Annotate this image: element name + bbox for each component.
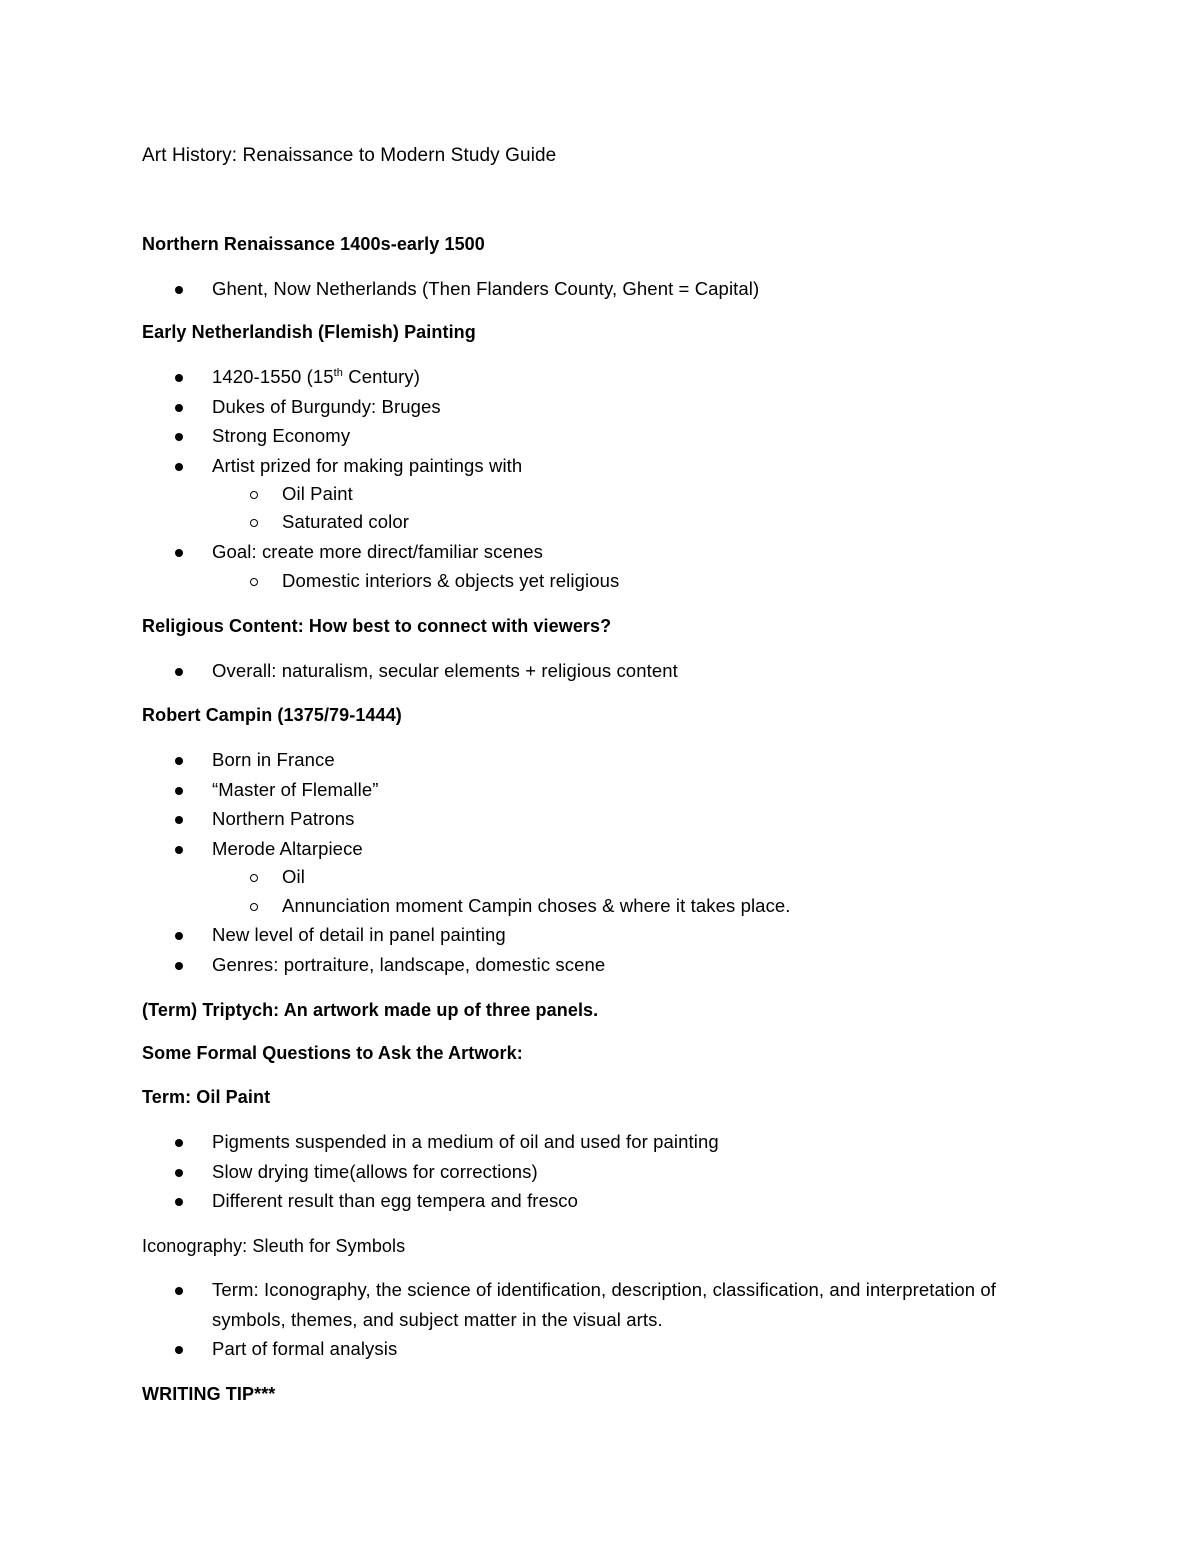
bullet-icon bbox=[175, 1287, 183, 1295]
bullet-icon bbox=[175, 1346, 183, 1354]
list-item: Merode Altarpiece bbox=[212, 838, 363, 859]
circle-bullet-icon bbox=[250, 578, 258, 586]
list-item: Term: Iconography, the science of identification, description, classification, and interpretation of bbox=[212, 1279, 996, 1300]
list-item-continuation: symbols, themes, and subject matter in the visual arts. bbox=[212, 1309, 663, 1330]
bullet-icon bbox=[175, 433, 183, 441]
circle-bullet-icon bbox=[250, 519, 258, 527]
list-item: Goal: create more direct/familiar scenes bbox=[212, 541, 543, 562]
sub-list-item: Annunciation moment Campin choses & where it takes place. bbox=[282, 895, 791, 916]
heading-triptych: (Term) Triptych: An artwork made up of three panels. bbox=[142, 1000, 599, 1020]
bullet-icon bbox=[175, 1169, 183, 1177]
bullet-icon bbox=[175, 286, 183, 294]
heading-writing-tip: WRITING TIP*** bbox=[142, 1384, 276, 1404]
list-item: Genres: portraiture, landscape, domestic scene bbox=[212, 954, 606, 975]
superscript: th bbox=[333, 366, 344, 379]
circle-bullet-icon bbox=[250, 903, 258, 911]
heading-robert-campin: Robert Campin (1375/79-1444) bbox=[142, 705, 402, 725]
circle-bullet-icon bbox=[250, 491, 258, 499]
list-item: “Master of Flemalle” bbox=[212, 779, 379, 800]
list-item bbox=[212, 366, 420, 388]
bullet-icon bbox=[175, 1198, 183, 1206]
list-item: New level of detail in panel painting bbox=[212, 924, 506, 945]
bullet-icon bbox=[175, 668, 183, 676]
bullet-icon bbox=[175, 846, 183, 854]
list-item: Pigments suspended in a medium of oil and used for painting bbox=[212, 1131, 719, 1152]
bullet-icon bbox=[175, 404, 183, 412]
bullet-icon bbox=[175, 757, 183, 765]
heading-oil-paint: Term: Oil Paint bbox=[142, 1087, 271, 1107]
list-item: Northern Patrons bbox=[212, 808, 355, 829]
bullet-icon bbox=[175, 374, 183, 382]
sub-list-item: Saturated color bbox=[282, 511, 409, 532]
bullet-icon bbox=[175, 549, 183, 557]
list-item: Dukes of Burgundy: Bruges bbox=[212, 396, 441, 417]
list-item-text: Century) bbox=[343, 366, 421, 387]
sub-list-item: Oil bbox=[282, 866, 305, 887]
bullet-icon bbox=[175, 962, 183, 970]
list-item-text: 1420-1550 (15 bbox=[212, 366, 334, 387]
sub-list-item: Domestic interiors & objects yet religious bbox=[282, 570, 620, 591]
heading-iconography: Iconography: Sleuth for Symbols bbox=[142, 1236, 406, 1256]
list-item: Strong Economy bbox=[212, 425, 351, 446]
heading-formal-questions: Some Formal Questions to Ask the Artwork: bbox=[142, 1043, 523, 1063]
heading-northern-renaissance: Northern Renaissance 1400s-early 1500 bbox=[142, 234, 485, 254]
bullet-icon bbox=[175, 463, 183, 471]
bullet-icon bbox=[175, 1139, 183, 1147]
document-title: Art History: Renaissance to Modern Study Guide bbox=[142, 145, 557, 166]
list-item: Part of formal analysis bbox=[212, 1338, 398, 1359]
heading-religious-content: Religious Content: How best to connect with viewers? bbox=[142, 616, 612, 636]
circle-bullet-icon bbox=[250, 874, 258, 882]
bullet-icon bbox=[175, 787, 183, 795]
list-item: Born in France bbox=[212, 749, 335, 770]
bullet-icon bbox=[175, 816, 183, 824]
sub-list-item: Oil Paint bbox=[282, 483, 353, 504]
list-item: Artist prized for making paintings with bbox=[212, 455, 523, 476]
list-item: Different result than egg tempera and fresco bbox=[212, 1190, 579, 1211]
list-item: Ghent, Now Netherlands (Then Flanders County, Ghent = Capital) bbox=[212, 278, 760, 299]
bullet-icon bbox=[175, 932, 183, 940]
list-item: Overall: naturalism, secular elements + religious content bbox=[212, 660, 678, 681]
list-item: Slow drying time(allows for corrections) bbox=[212, 1161, 538, 1182]
heading-flemish-painting: Early Netherlandish (Flemish) Painting bbox=[142, 322, 476, 342]
